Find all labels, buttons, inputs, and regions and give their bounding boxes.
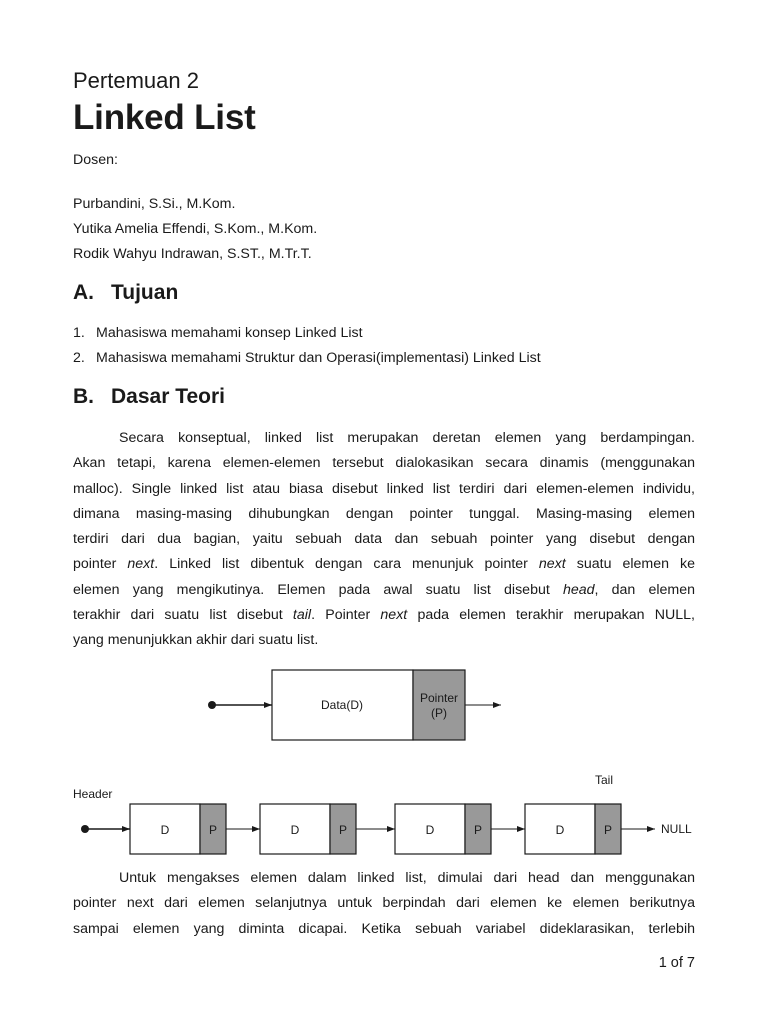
paragraph-line: pointer next dari elemen selanjutnya untuk berpindah dari elemen ke elemen berikutnya	[73, 895, 695, 912]
lecturer-name: Purbandini, S.Si., M.Kom.	[73, 196, 236, 212]
paragraph-line: Untuk mengakses elemen dalam linked list, dimulai dari head dan menggunakan	[119, 870, 695, 886]
list-node	[260, 804, 356, 854]
node-structure-diagram	[73, 664, 695, 748]
meeting-label: Pertemuan 2	[73, 68, 199, 93]
section-heading-dasar-teori	[73, 385, 225, 409]
pointer-label: Pointer	[419, 691, 459, 705]
node-pointer-label: P	[208, 823, 218, 837]
list-node	[130, 804, 226, 854]
node-data-label: D	[160, 823, 170, 837]
list-text: Mahasiswa memahami Struktur dan Operasi(implementasi) Linked List	[96, 350, 541, 366]
paragraph-intro	[73, 426, 695, 654]
section-number: A.	[73, 281, 94, 304]
list-item	[73, 325, 363, 341]
data-label: Data(D)	[320, 698, 364, 712]
paragraph-line: malloc). Single linked list atau biasa disebut linked list terdiri dari elemen-elemen individu,	[73, 480, 695, 497]
page-title: Linked List	[73, 98, 256, 137]
node-data-label: D	[425, 823, 435, 837]
paragraph-line: sampai elemen yang diminta dicapai. Ketika sebuah variabel dideklarasikan, terlebih	[73, 920, 695, 937]
paragraph-line: yang menunjukkan akhir dari suatu list.	[73, 632, 319, 649]
list-text: Mahasiswa memahami konsep Linked List	[96, 325, 363, 341]
node-data-label: D	[555, 823, 565, 837]
linked-list-diagram	[73, 770, 695, 856]
paragraph-line: elemen yang mengikutinya. Elemen pada awal suatu list disebut head, dan elemen	[73, 581, 696, 598]
section-title: Dasar Teori	[111, 385, 225, 408]
list-number: 2.	[73, 350, 85, 366]
lecturer-name: Yutika Amelia Effendi, S.Kom., M.Kom.	[73, 221, 318, 237]
null-label: NULL	[661, 822, 692, 836]
pointer-label: (P)	[431, 706, 447, 720]
paragraph-line: Secara konseptual, linked list merupakan deretan elemen yang berdampingan.	[119, 430, 695, 446]
paragraph-line: terdiri dari dua bagian, yaitu sebuah data dan sebuah pointer yang disebut dengan	[73, 531, 695, 548]
node-pointer-label: P	[603, 823, 613, 837]
lecturer-name: Rodik Wahyu Indrawan, S.ST., M.Tr.T.	[73, 246, 312, 262]
node-pointer-label: P	[338, 823, 348, 837]
list-node-tail	[525, 804, 621, 854]
paragraph-access	[73, 866, 695, 942]
node-data-label: D	[290, 823, 300, 837]
page-number: 1 of 7	[658, 955, 695, 971]
list-item	[73, 350, 541, 366]
paragraph-line: pointer next. Linked list dibentuk dengan cara menunjuk pointer next suatu elemen ke	[73, 556, 695, 573]
tail-label: Tail	[595, 773, 614, 787]
dosen-label: Dosen:	[73, 152, 118, 168]
paragraph-line: Akan tetapi, karena elemen-elemen tersebut dialokasikan secara dinamis (menggunakan	[73, 455, 695, 472]
section-heading-tujuan	[73, 281, 178, 305]
paragraph-line: terakhir dari suatu list disebut tail. Pointer next pada elemen terakhir merupakan NULL,	[73, 607, 695, 624]
list-number: 1.	[73, 325, 85, 341]
section-number: B.	[73, 385, 94, 408]
paragraph-line: dimana masing-masing dihubungkan dengan pointer tunggal. Masing-masing elemen	[73, 505, 695, 522]
node-pointer-label: P	[473, 823, 483, 837]
header-label: Header	[73, 787, 113, 801]
section-title: Tujuan	[111, 281, 179, 304]
pointer-box	[413, 670, 465, 740]
list-node	[395, 804, 491, 854]
